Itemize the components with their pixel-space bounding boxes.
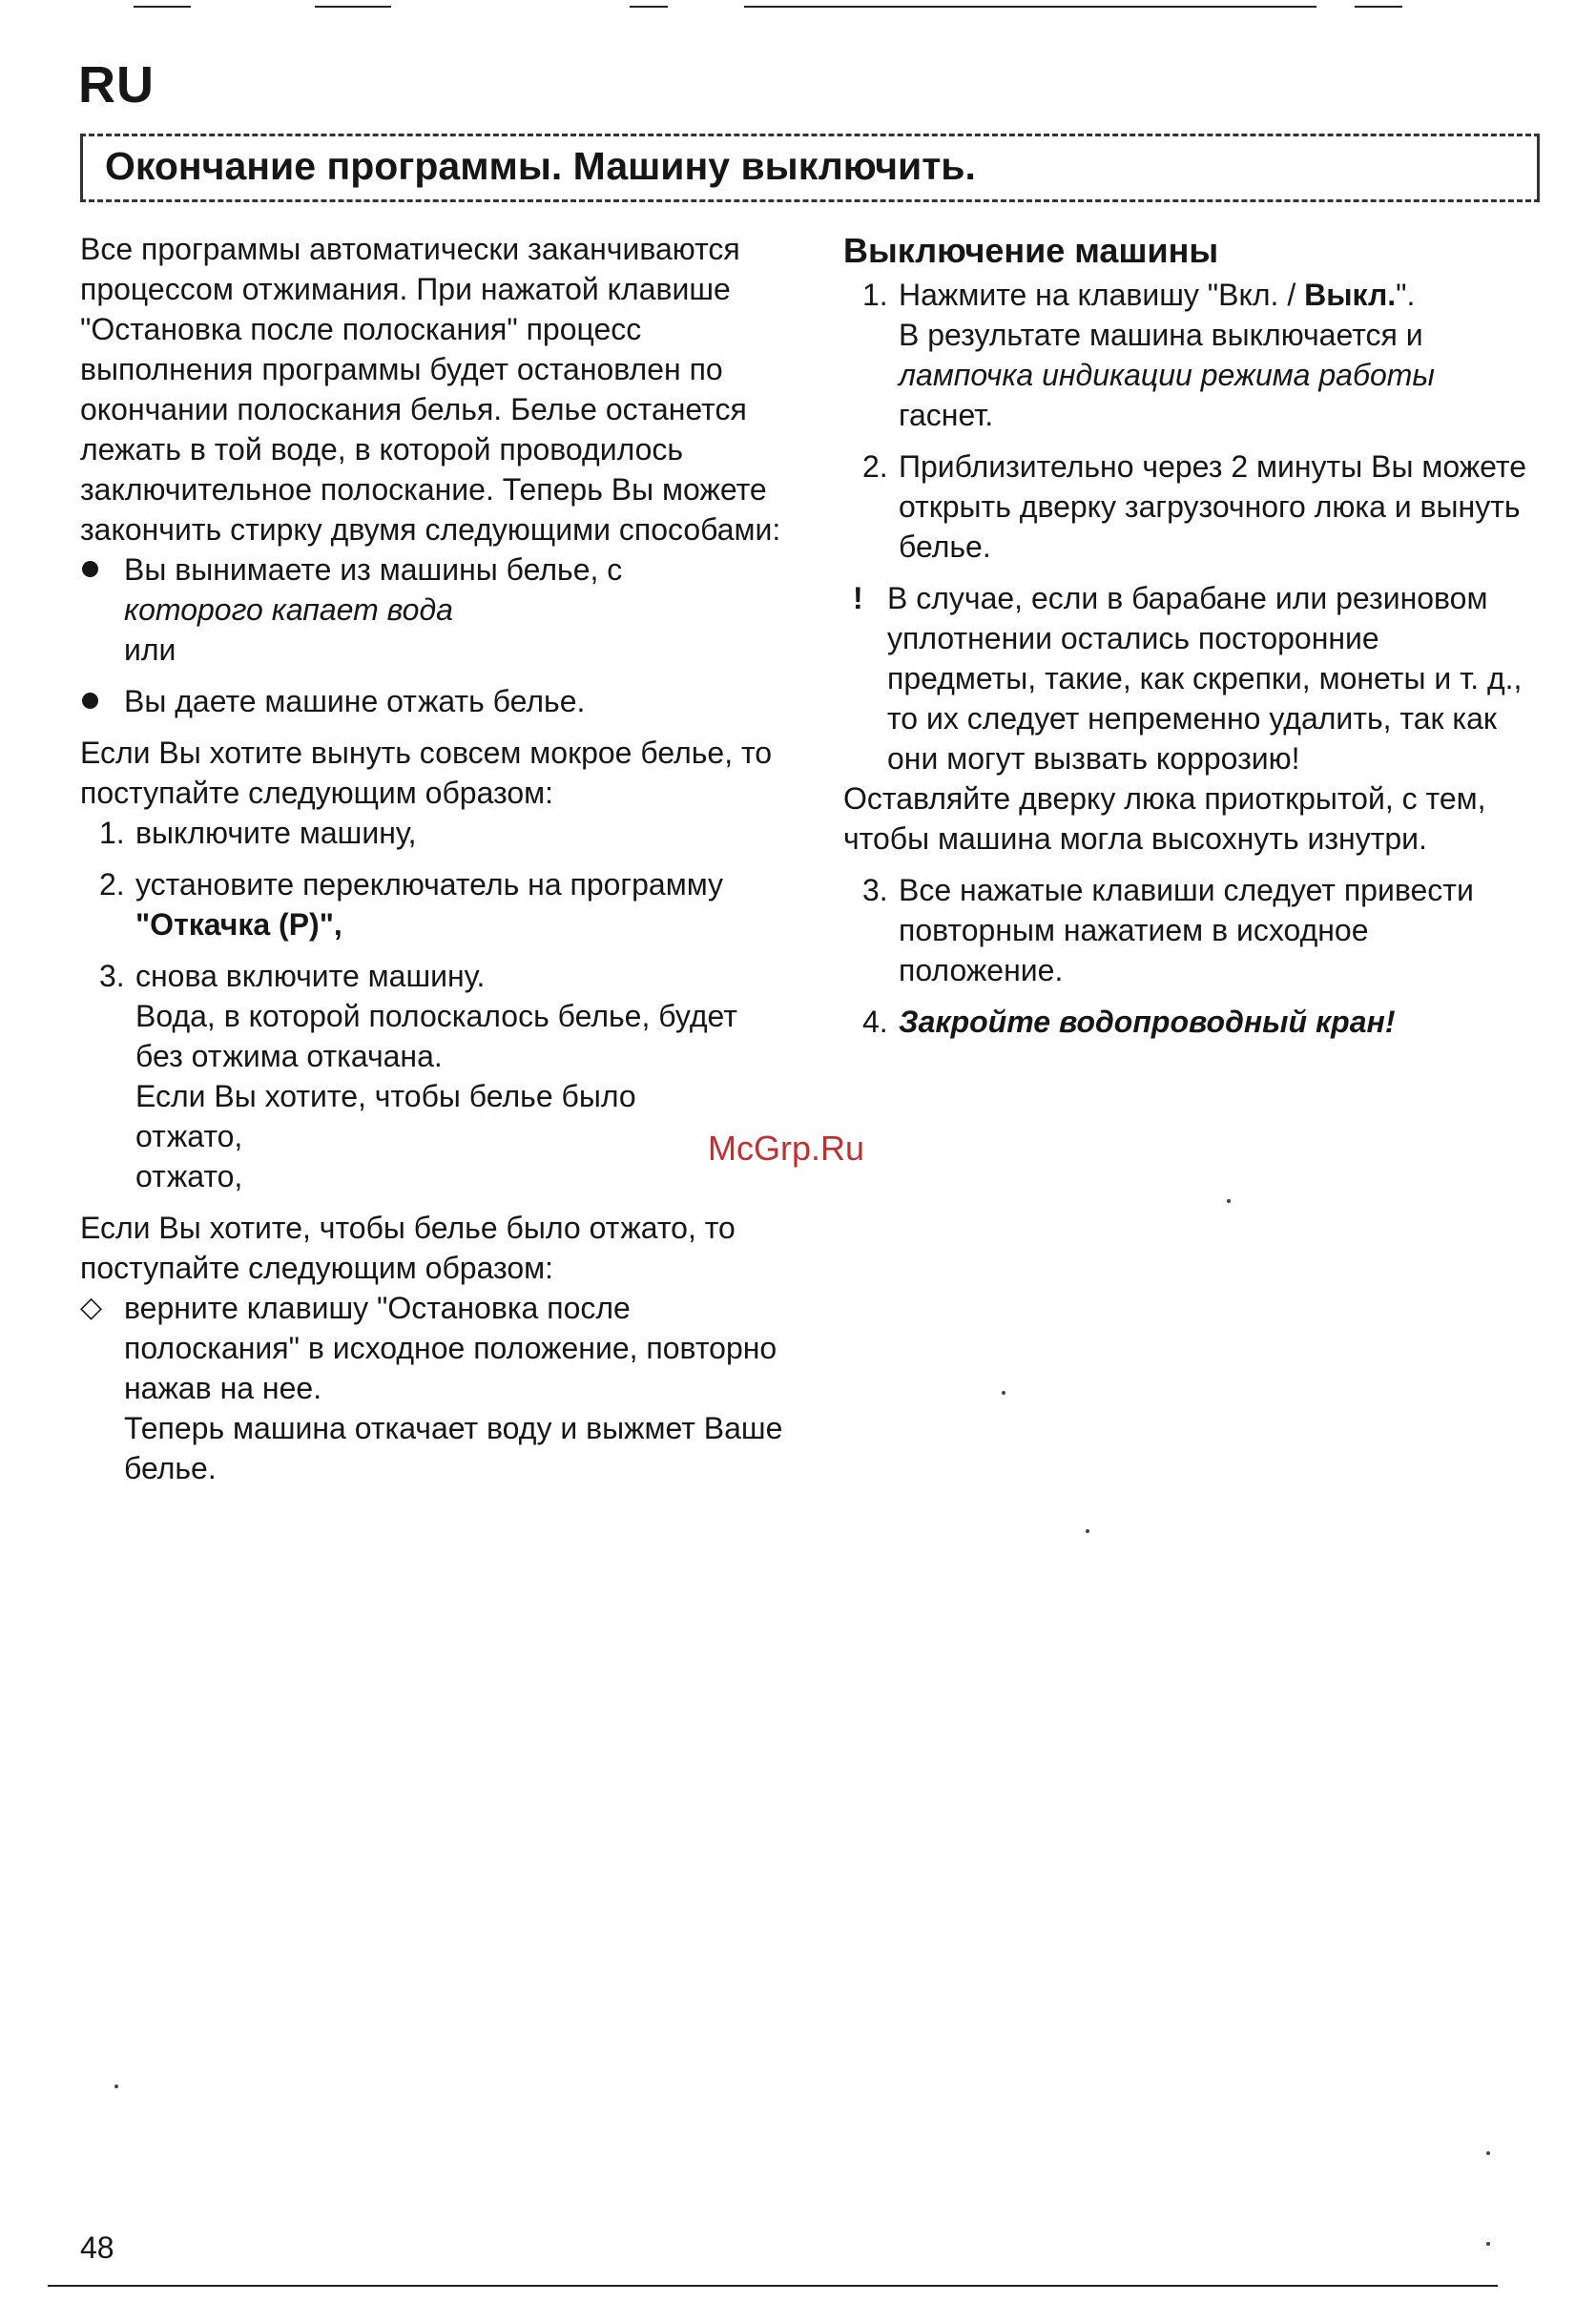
- scan-speck: [1486, 2242, 1490, 2246]
- top-rule-5: [1355, 6, 1402, 8]
- door-note: Оставляйте дверку люка приоткрытой, с тем, чтобы машина могла высохнуть изнутри.: [843, 781, 1486, 856]
- wet-step-3-text: снова включите машину.: [135, 959, 486, 993]
- off-step-1-lamp: лампочка индикации режима работы: [899, 358, 1435, 392]
- off-step-3-text: Все нажатые клавиши следует привести повторным нажатием в исходное положение.: [899, 873, 1474, 987]
- scan-speck: [1086, 1529, 1089, 1533]
- off-step-1-close: ".: [1396, 278, 1416, 312]
- step-number: 2.: [862, 449, 888, 484]
- watermark: McGrp.Ru: [708, 1129, 865, 1168]
- off-step-1-result: В результате машина выключается и: [899, 318, 1423, 352]
- drain-program-name: "Откачка (P)": [135, 907, 334, 942]
- spin-instruction: [80, 1288, 786, 1488]
- off-key-label: Выкл.: [1304, 278, 1397, 312]
- step-number: 4.: [862, 1005, 888, 1039]
- wet-step-3-detail: Вода, в которой полоскалось белье, будет без отжима откачана.: [135, 999, 737, 1073]
- wet-step-1: [80, 813, 786, 853]
- bullet-dot-icon: [82, 561, 98, 577]
- intro-paragraph: Все программы автоматически заканчиваются процессом отжимания. При нажатой клавише "Остановка после полоскания" процесс выполнения программы будет остановлен по окончании полоскания белья. Белье останется лежать в той воде, в которой проводилось заключительное полоскание. Теперь Вы можете закончить стирку двумя следующими способами:: [80, 232, 781, 547]
- diamond-icon: ◇: [80, 1292, 103, 1323]
- spin-instruction-result: Теперь машина откачает воду и выжмет Ваше белье.: [124, 1411, 783, 1485]
- right-column: [843, 229, 1530, 1042]
- wet-step-2: [80, 864, 786, 944]
- page-number: 48: [80, 2230, 114, 2265]
- step-number: 1.: [99, 816, 125, 850]
- wet-step-3: [80, 956, 786, 1196]
- off-step-3: [843, 870, 1530, 990]
- top-rule-2: [315, 6, 391, 8]
- wet-step-3-end: отжато,: [135, 1159, 243, 1193]
- warning-text: В случае, если в барабане или резиновом уплотнении остались посторонние предметы, такие, как скрепки, монеты и т. д., то их следует непременно удалить, так как они могут вызвать коррозию!: [887, 581, 1523, 776]
- warning-note: [843, 578, 1530, 778]
- spin-instruction-text: верните клавишу "Остановка после полоскания" в исходное положение, повторно нажав на нее.: [124, 1291, 777, 1405]
- bullet-dot-icon: [82, 693, 98, 709]
- wet-laundry-intro: Если Вы хотите вынуть совсем мокрое белье, то поступайте следующим образом:: [80, 736, 773, 810]
- top-rule-4: [744, 6, 1316, 8]
- top-rule-3: [630, 6, 668, 8]
- wet-step-1-text: выключите машину,: [135, 816, 417, 850]
- bullet1-text: Вы вынимаете из машины белье, с: [124, 552, 623, 587]
- step-number: 3.: [99, 959, 125, 993]
- scan-speck: [1227, 1199, 1231, 1203]
- off-step-2-text: Приблизительно через 2 минуты Вы можете открыть дверку загрузочного люка и вынуть белье.: [899, 449, 1526, 564]
- off-step-1-end: гаснет.: [899, 398, 994, 432]
- option-bullet-1: [80, 550, 786, 670]
- scan-speck: [1486, 2151, 1490, 2155]
- off-step-2: [843, 446, 1530, 567]
- off-step-4-text: Закройте водопроводный кран!: [899, 1005, 1396, 1039]
- scan-speck: [1002, 1391, 1005, 1395]
- bullet1-or: или: [124, 633, 176, 667]
- step-number: 3.: [862, 873, 888, 907]
- page-title: Окончание программы. Машину выключить.: [105, 144, 976, 188]
- wet-step-2-comma: ,: [333, 907, 342, 942]
- warning-icon: !: [853, 581, 863, 615]
- bottom-rule: [48, 2285, 1498, 2287]
- language-label: RU: [78, 56, 155, 114]
- section-heading: Выключение машины: [843, 231, 1219, 270]
- left-column: [80, 229, 786, 1488]
- step-number: 2.: [99, 867, 125, 902]
- bullet1-italic: которого капает вода: [124, 592, 453, 627]
- bullet2-text: Вы даете машине отжать белье.: [124, 684, 586, 718]
- wet-step-3-note: Если Вы хотите, чтобы белье было отжато,: [135, 1079, 636, 1153]
- option-bullet-2: [80, 681, 786, 721]
- top-rule-1: [134, 6, 191, 8]
- scan-speck: [114, 2084, 118, 2088]
- off-step-1-text: Нажмите на клавишу "Вкл. /: [899, 278, 1305, 312]
- off-step-4: [843, 1002, 1530, 1042]
- off-step-1: [843, 275, 1530, 435]
- wet-step-2-text: установите переключатель на программу: [135, 867, 724, 902]
- spin-intro: Если Вы хотите, чтобы белье было отжато, то поступайте следующим образом:: [80, 1211, 736, 1285]
- step-number: 1.: [862, 278, 888, 312]
